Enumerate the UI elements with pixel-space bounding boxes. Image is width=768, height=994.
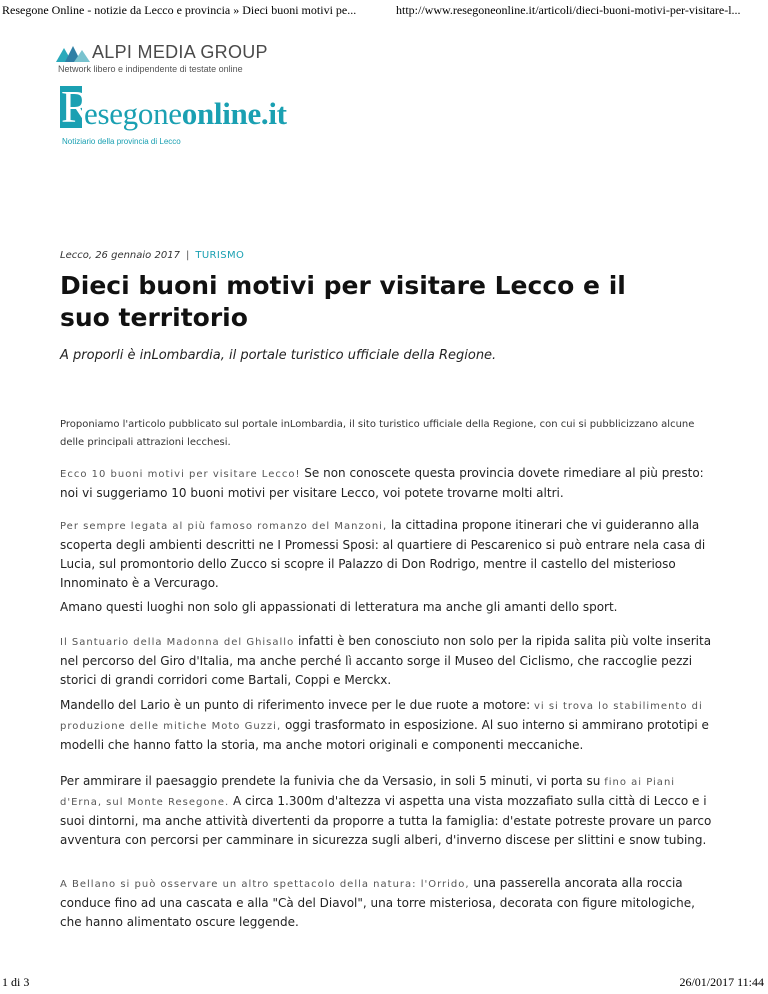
paragraph-6 xyxy=(60,696,720,755)
paragraph-6-text-1: Mandello del Lario è un punto di riferimento invece per le due ruote a motore: xyxy=(60,698,534,712)
paragraph-7-text-2: A circa 1.300m d'altezza vi aspetta una vista mozzafiato sulla città di Lecco e i suoi dintorni, ma anche attività divertenti da proporre a tutta la famiglia: d'estate potreste provare un parco avventura con percorsi per camminare in sicurezza sugli alberi, d'inverno discese per slittini e snow tubing. xyxy=(60,794,712,847)
article-date: Lecco, 26 gennaio 2017 xyxy=(60,250,180,261)
paragraph-7 xyxy=(60,772,720,850)
paragraph-2-text: Se non conoscete questa provincia dovete rimediare al più presto: noi vi suggeriamo 10 buoni motivi per visitare Lecco, voi potete trovarne molti altri. xyxy=(60,466,704,500)
print-timestamp: 26/01/2017 11:44 xyxy=(679,975,764,989)
alpi-media-group-tagline: Network libero e indipendente di testate online xyxy=(58,64,243,74)
resegone-online-logo[interactable] xyxy=(60,81,360,148)
paragraph-8 xyxy=(60,874,720,932)
article-subtitle: A proporli è inLombardia, il portale turistico ufficiale della Regione. xyxy=(60,348,497,363)
logo-initial: R xyxy=(61,81,92,132)
alpi-media-group-logo[interactable] xyxy=(56,44,296,78)
logo-r-block xyxy=(60,81,92,132)
paragraph-8-lead: A Bellano si può osservare un altro spettacolo della natura: l'Orrido, xyxy=(60,879,470,890)
page-counter: 1 di 3 xyxy=(2,975,30,989)
paragraph-7-lead: fino ai Piani d'Erna, sul Monte Resegone. xyxy=(60,777,676,808)
meta-separator: | xyxy=(185,250,190,261)
paragraph-5-text: infatti è ben conosciuto non solo per la ripida salita più volte inserita nel percorso del Giro d'Italia, ma anche perché lì accanto sorge il Museo del Ciclismo, che raccoglie pezzi storici di grandi corridori come Bartali, Coppi e Merckx. xyxy=(60,634,712,687)
paragraph-3-text: la cittadina propone itinerari che vi guideranno alla scoperta degli ambienti descritti ne I Promessi Sposi: al quartiere di Pescarenico si può entrare nela casa di Lucia, sul promontorio dello Zucco si scopre il Palazzo di Don Rodrigo, mentre il castello del misterioso Innominato è a Vercurago. xyxy=(60,518,706,590)
category-link[interactable]: TURISMO xyxy=(195,250,245,261)
article-meta xyxy=(60,250,244,261)
logo-wordmark xyxy=(84,97,287,131)
paragraph-6-text-2: oggi trasformato in esposizione. Al suo interno si ammirano prototipi e modelli che hanno fatto la storia, ma anche motori originali e componenti meccaniche. xyxy=(60,718,709,752)
article-title: Dieci buoni motivi per visitare Lecco e il suo territorio xyxy=(60,271,626,332)
paragraph-3 xyxy=(60,516,720,593)
logo-tagline: Notiziario della provincia di Lecco xyxy=(62,137,181,146)
print-header xyxy=(0,3,768,19)
paragraph-2 xyxy=(60,464,720,503)
paragraph-4: Amano questi luoghi non solo gli appassionati di letteratura ma anche gli amanti dello sport. xyxy=(60,600,618,614)
paragraph-8-text: una passerella ancorata alla roccia conduce fino ad una cascata e alla "Cà del Diavol", una torre misteriosa, decorata con figure mitologiche, che hanno alimentato oscure leggende. xyxy=(60,876,695,929)
logo-word-light: esegone xyxy=(84,96,182,131)
paragraph-3-lead: Per sempre legata al più famoso romanzo del Manzoni, xyxy=(60,521,388,532)
paragraph-6-lead: vi si trova lo stabilimento di produzione delle mitiche Moto Guzzi, xyxy=(60,701,703,732)
paragraph-intro: Proponiamo l'articolo pubblicato sul portale inLombardia, il sito turistico ufficiale della Regione, con cui si pubblicizzano alcune delle principali attrazioni lecchesi. xyxy=(60,419,695,448)
alpi-media-group-name: ALPI MEDIA GROUP xyxy=(92,42,268,62)
print-header-title: Resegone Online - notizie da Lecco e provincia » Dieci buoni motivi pe... xyxy=(2,3,357,17)
mountains-icon xyxy=(56,45,90,63)
logo-word-bold: online.it xyxy=(181,96,287,131)
paragraph-5 xyxy=(60,632,720,690)
print-footer xyxy=(0,975,768,991)
paragraph-5-lead: Il Santuario della Madonna del Ghisallo xyxy=(60,637,295,648)
paragraph-7-text-1: Per ammirare il paesaggio prendete la funivia che da Versasio, in soli 5 minuti, vi porta su xyxy=(60,774,605,788)
paragraph-2-lead: Ecco 10 buoni motivi per visitare Lecco! xyxy=(60,469,301,480)
print-header-url: http://www.resegoneonline.it/articoli/dieci-buoni-motivi-per-visitare-l... xyxy=(396,3,741,17)
